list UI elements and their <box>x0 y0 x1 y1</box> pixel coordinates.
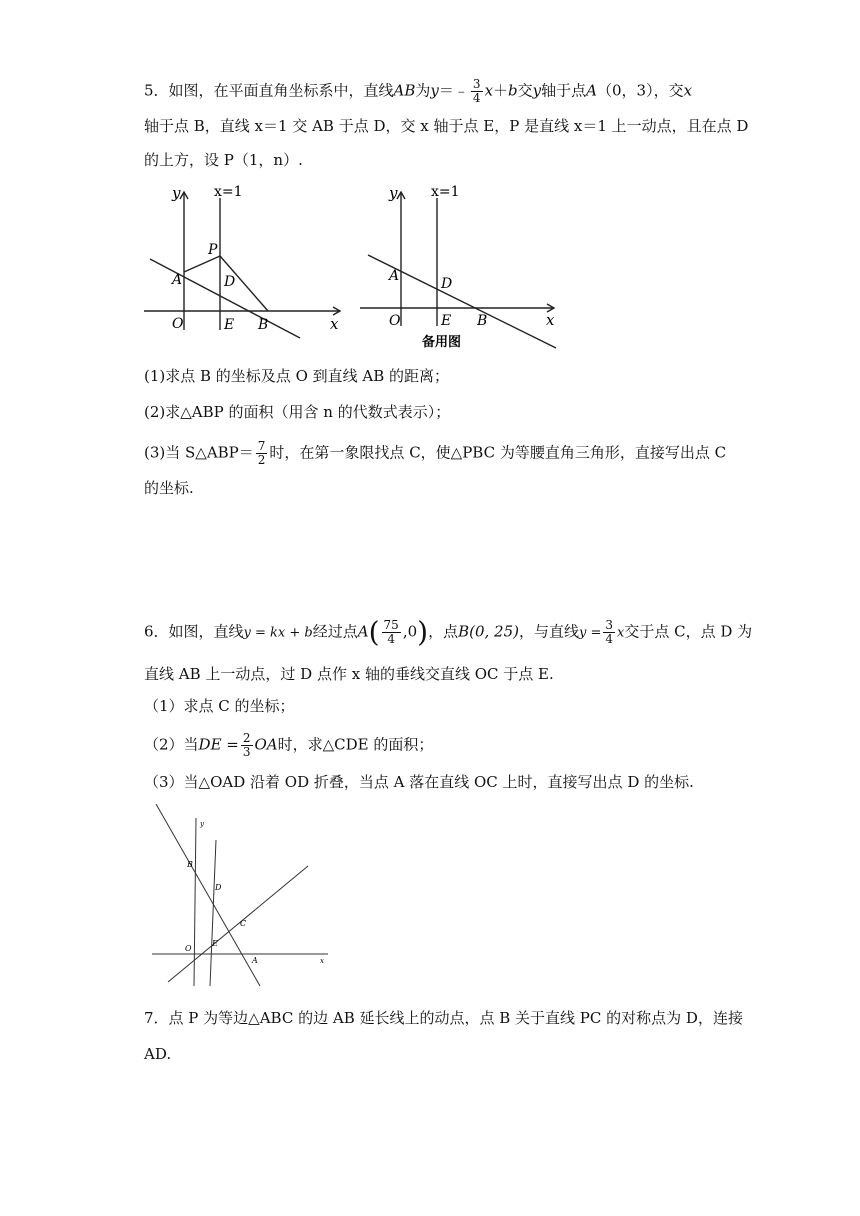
problem-6-line-1 <box>144 615 753 649</box>
paren-open: ( <box>368 615 380 649</box>
denominator: 4 <box>605 632 614 646</box>
problem-7-line-1: 7．点 P 为等边△ABC 的边 AB 延长线上的动点，点 B 关于直线 PC 的对称点为 D，连接 <box>144 1009 743 1027</box>
line-ab <box>156 804 260 986</box>
label-d: D <box>441 276 453 292</box>
text: 时，在第一象限找点 C，使△PBC 为等腰直角三角形，直接写出点 C <box>269 443 727 462</box>
text: ＋ <box>493 81 509 100</box>
text: 交于点 C，点 D 为 <box>624 622 753 641</box>
figure-caption: 备用图 <box>422 335 462 350</box>
line-oc <box>168 866 308 982</box>
label-c: C <box>240 919 247 928</box>
label-x: x <box>320 957 324 965</box>
point-a-letter: A <box>357 622 369 641</box>
text: y <box>532 81 542 100</box>
problem-5-question-1: (1)求点 B 的坐标及点 O 到直线 AB 的距离； <box>144 367 450 385</box>
equation: y = <box>579 625 602 641</box>
vertical-line-de <box>210 840 216 986</box>
problem-6-question-2 <box>144 732 433 759</box>
label-b: B <box>187 860 193 869</box>
label-p: P <box>208 242 218 258</box>
text: ，与直线 <box>519 622 580 641</box>
label-b: B <box>258 317 269 333</box>
fraction-3-4-b <box>603 619 615 646</box>
problem-7-line-2: AD. <box>144 1045 172 1063</box>
text: AB <box>393 81 416 100</box>
text: 交 <box>517 81 533 100</box>
fraction-2-3 <box>241 732 253 759</box>
problem-5-line-2: 轴于点 B，直线 x＝1 交 AB 于点 D，交 x 轴于点 E，P 是直线 x＝1 上一动点，且在点 D <box>144 117 749 135</box>
label-e: E <box>224 317 235 333</box>
label-e: E <box>441 313 452 329</box>
problem-6-question-1: （1）求点 C 的坐标； <box>144 697 295 715</box>
numerator: 3 <box>472 77 481 91</box>
point-b: B(0, 25) <box>458 622 519 641</box>
equation-oa: OA <box>254 735 278 754</box>
denominator: 4 <box>472 91 481 105</box>
label-a: A <box>389 268 400 284</box>
fraction-3-4 <box>471 78 483 105</box>
denominator: 3 <box>242 745 251 759</box>
problem-5-question-3 <box>144 440 726 467</box>
label-o: O <box>389 313 401 329</box>
figure-3 <box>150 800 340 990</box>
text: （0，3），交 <box>597 81 684 100</box>
problem-6-line-2: 直线 AB 上一动点，过 D 点作 x 轴的垂线交直线 OC 于点 E. <box>144 665 554 683</box>
text: 5．如图，在平面直角坐标系中，直线 <box>144 81 394 100</box>
label-b: B <box>477 313 488 329</box>
text: ＝﹣ <box>438 81 469 100</box>
problem-5-question-3-cont: 的坐标. <box>144 479 194 497</box>
problem-5-question-2: (2)求△ABP 的面积（用含 n 的代数式表示）； <box>144 403 451 421</box>
problem-5-line-3: 的上方，设 P（1，n）. <box>144 151 303 169</box>
numerator: 7 <box>257 439 266 453</box>
label-d: D <box>224 274 236 290</box>
text: 6．如图，直线 <box>144 622 244 641</box>
label-d: D <box>215 883 222 892</box>
problem-6-question-3: （3）当△OAD 沿着 OD 折叠，当点 A 落在直线 OC 上时，直接写出点 D 的坐标. <box>144 773 694 791</box>
numerator: 3 <box>605 618 614 632</box>
figure-2 <box>356 180 566 352</box>
text: 经过点 <box>312 622 358 641</box>
text: x <box>484 81 494 100</box>
text: （2）当 <box>144 735 199 754</box>
text: 轴于点 <box>541 81 587 100</box>
text: ，点 <box>428 622 459 641</box>
label-x: x <box>330 315 339 333</box>
label-x: x <box>546 311 555 329</box>
text: 时，求△CDE 的面积； <box>277 735 434 754</box>
text: A <box>586 81 598 100</box>
text: y <box>430 81 439 100</box>
numerator: 2 <box>242 731 251 745</box>
paren-close: ) <box>417 615 429 649</box>
denominator: 2 <box>257 453 266 467</box>
text: x <box>683 81 693 100</box>
fraction-75-4 <box>382 619 401 646</box>
denominator: 4 <box>387 632 395 646</box>
equation: DE = <box>198 735 239 754</box>
label-x1: x=1 <box>214 184 243 200</box>
label-x1: x=1 <box>431 184 460 200</box>
text: b <box>508 81 518 100</box>
fraction-7-2 <box>256 440 268 467</box>
problem-5-line-1 <box>144 78 692 105</box>
equation-x: x <box>617 625 625 641</box>
label-y: y <box>389 184 398 202</box>
label-o: O <box>185 944 192 953</box>
label-a: A <box>252 956 258 965</box>
text: (3)当 S△ABP＝ <box>144 443 254 462</box>
numerator: 75 <box>383 618 399 632</box>
label-a: A <box>172 272 183 288</box>
text: 为 <box>415 81 431 100</box>
segment-ap <box>184 256 220 272</box>
label-y: y <box>172 184 181 202</box>
label-o: O <box>172 316 184 332</box>
label-e: E <box>212 939 218 948</box>
equation: y = kx + b <box>243 625 313 641</box>
label-y: y <box>200 820 204 828</box>
text: ,0 <box>402 622 418 641</box>
figure-1 <box>140 180 355 340</box>
